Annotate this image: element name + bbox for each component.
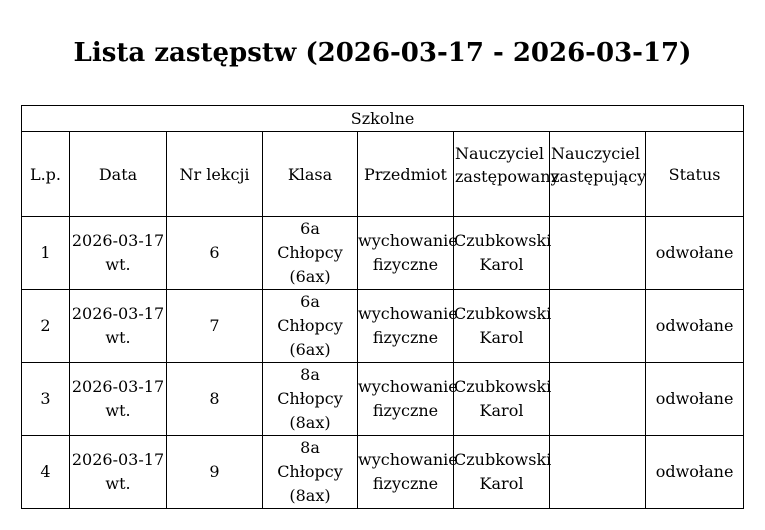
cell-subject: wychowanie fizyczne [358,217,454,290]
cell-lesson-number: 9 [167,436,263,509]
table-row [22,217,744,290]
column-header-substitute-teacher: Nauczyciel zastępujący [550,132,646,217]
cell-substitute-teacher [550,363,646,436]
cell-substitute-teacher [550,217,646,290]
cell-status: odwołane [646,290,744,363]
column-header-subject: Przedmiot [358,132,454,217]
column-header-replaced-teacher: Nauczyciel zastępowany [454,132,550,217]
cell-class: 8a Chłopcy (8ax) [263,436,358,509]
cell-subject: wychowanie fizyczne [358,436,454,509]
table-row [22,363,744,436]
cell-substitute-teacher [550,290,646,363]
cell-replaced-teacher: Czubkowski Karol [454,363,550,436]
column-header-lp: L.p. [22,132,70,217]
cell-lesson-number: 8 [167,363,263,436]
table-row [22,290,744,363]
page-title: Lista zastępstw (2026-03-17 - 2026-03-17) [73,38,692,68]
cell-status: odwołane [646,217,744,290]
cell-lp: 4 [22,436,70,509]
cell-replaced-teacher: Czubkowski Karol [454,217,550,290]
cell-subject: wychowanie fizyczne [358,290,454,363]
cell-date: 2026-03-17 wt. [70,217,167,290]
cell-status: odwołane [646,363,744,436]
cell-date: 2026-03-17 wt. [70,436,167,509]
cell-class: 6a Chłopcy (6ax) [263,290,358,363]
section-header: Szkolne [22,106,744,132]
cell-date: 2026-03-17 wt. [70,363,167,436]
cell-substitute-teacher [550,436,646,509]
cell-class: 6a Chłopcy (6ax) [263,217,358,290]
column-header-status: Status [646,132,744,217]
cell-lp: 2 [22,290,70,363]
cell-status: odwołane [646,436,744,509]
cell-replaced-teacher: Czubkowski Karol [454,290,550,363]
cell-date: 2026-03-17 wt. [70,290,167,363]
cell-replaced-teacher: Czubkowski Karol [454,436,550,509]
column-header-class: Klasa [263,132,358,217]
substitutions-table [21,105,744,509]
column-header-lesson-number: Nr lekcji [167,132,263,217]
cell-lp: 3 [22,363,70,436]
table-row [22,436,744,509]
cell-lp: 1 [22,217,70,290]
cell-lesson-number: 7 [167,290,263,363]
cell-subject: wychowanie fizyczne [358,363,454,436]
cell-lesson-number: 6 [167,217,263,290]
column-header-date: Data [70,132,167,217]
cell-class: 8a Chłopcy (8ax) [263,363,358,436]
